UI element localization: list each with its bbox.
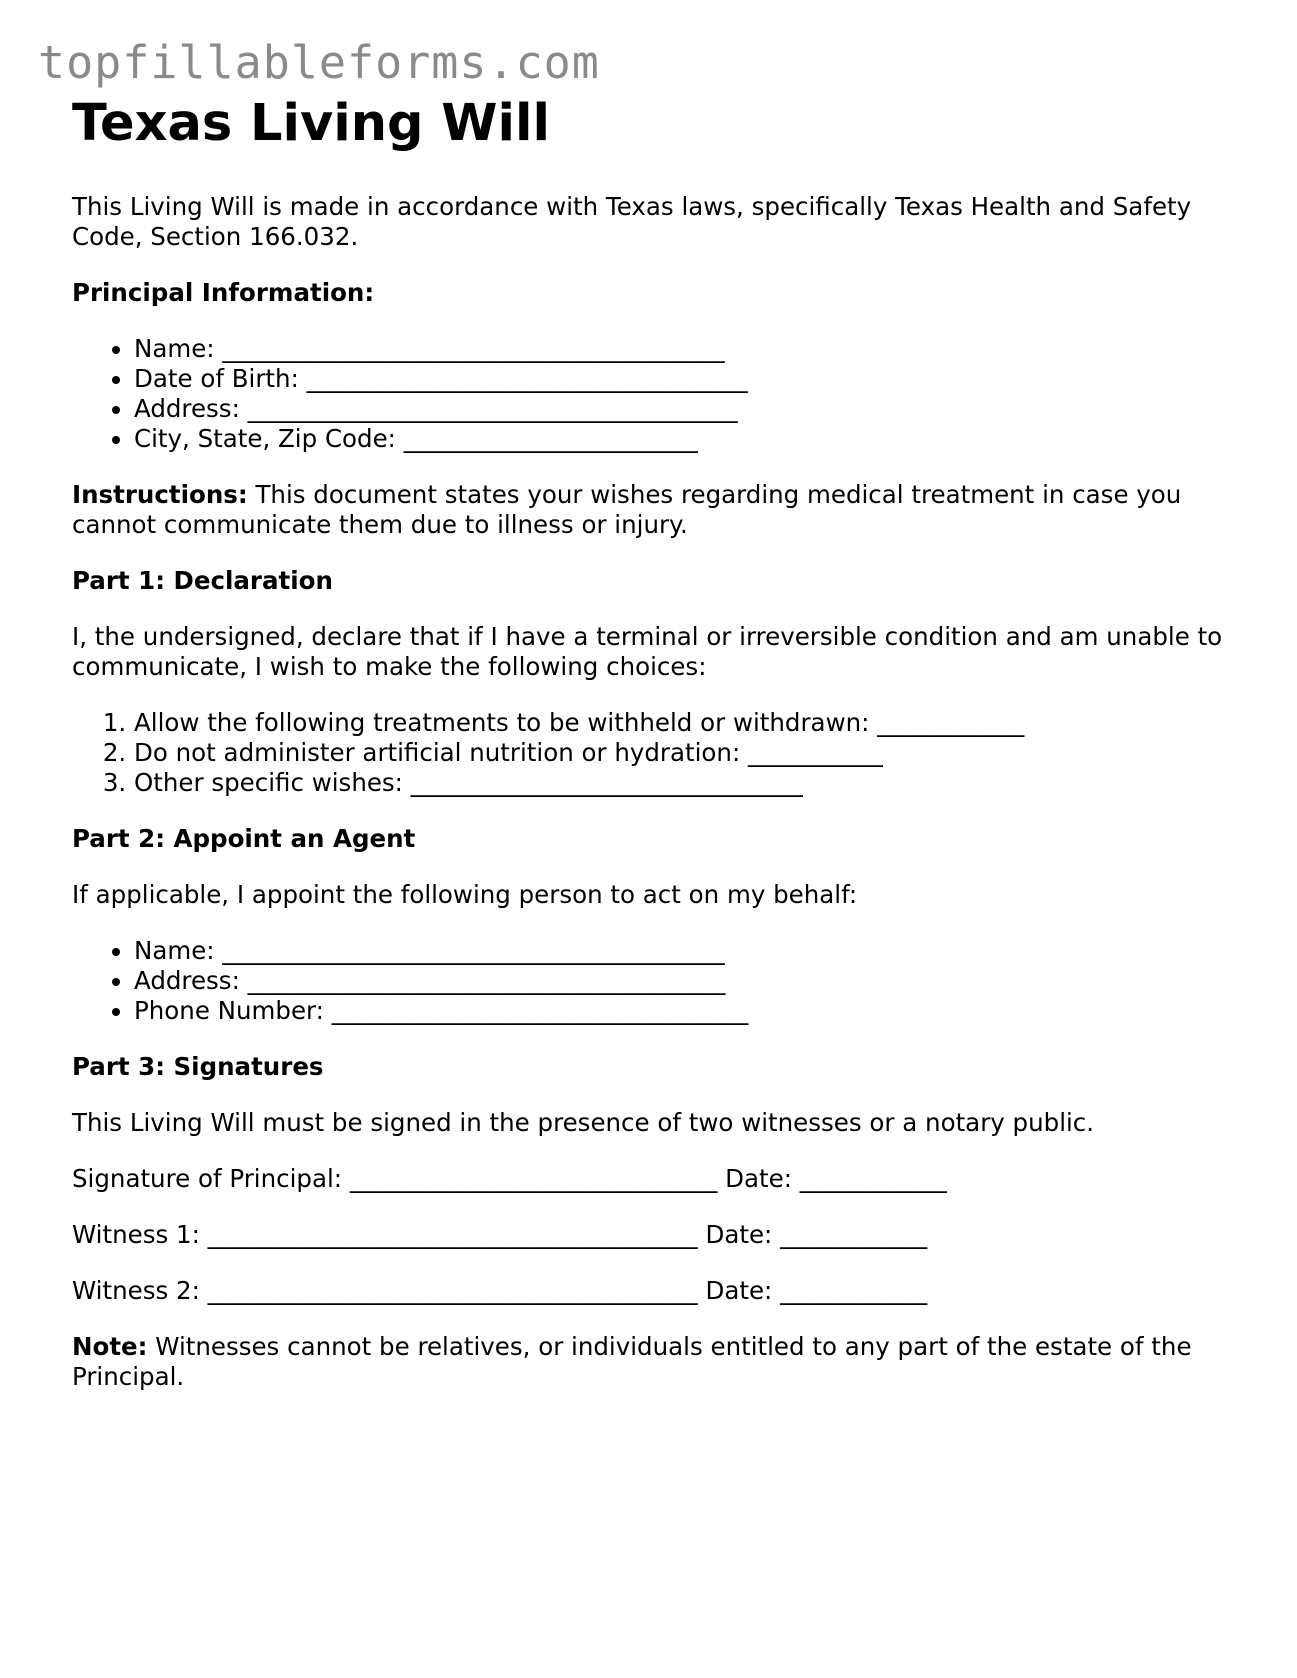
date-line[interactable]: ____________	[799, 1164, 947, 1193]
part3-text: This Living Will must be signed in the presence of two witnesses or a notary public.	[72, 1108, 1095, 1137]
choice-nutrition[interactable]: 2. Do not administer artificial nutrition or hydration: ___________	[134, 738, 1242, 768]
blank-line[interactable]: __________________________________	[331, 996, 749, 1025]
principal-signature-row[interactable]: Signature of Principal: ______________________________ Date: ____________	[72, 1164, 947, 1193]
choice-other-wishes[interactable]: 3. Other specific wishes: ________________________________	[134, 768, 1242, 798]
blank-line[interactable]: ________________________________	[410, 768, 803, 797]
document-title: Texas Living Will	[72, 94, 551, 153]
principal-city-field[interactable]: • City, State, Zip Code: ________________________	[134, 424, 1242, 454]
signature-line[interactable]: ________________________________________	[207, 1276, 698, 1305]
blank-line[interactable]: ___________	[748, 738, 883, 767]
agent-address-field[interactable]: • Address: _______________________________________	[134, 966, 1242, 996]
signature-line[interactable]: ______________________________	[349, 1164, 718, 1193]
note-label: Note:	[72, 1332, 148, 1361]
choice-withheld[interactable]: 1. Allow the following treatments to be withheld or withdrawn: ____________	[134, 708, 1242, 738]
witness1-signature-row[interactable]: Witness 1: ________________________________________ Date: ____________	[72, 1220, 928, 1249]
agent-fields	[72, 936, 1242, 1026]
blank-line[interactable]: _________________________________________	[222, 334, 725, 363]
part1-heading: Part 1: Declaration	[72, 566, 333, 595]
part1-choices	[72, 708, 1242, 798]
principal-fields	[72, 334, 1242, 454]
part3-heading: Part 3: Signatures	[72, 1052, 324, 1081]
witness2-signature-row[interactable]: Witness 2: ________________________________________ Date: ____________	[72, 1276, 928, 1305]
note-paragraph	[72, 1332, 1242, 1392]
note-text: Witnesses cannot be relatives, or individuals entitled to any part of the estate of the Principal.	[72, 1332, 1192, 1391]
principal-heading: Principal Information:	[72, 278, 375, 307]
blank-line[interactable]: _________________________________________	[222, 936, 725, 965]
part1-text: I, the undersigned, declare that if I have a terminal or irreversible condition and am unable to communicate, I wish to make the following choices:	[72, 622, 1223, 681]
blank-line[interactable]: _______________________________________	[247, 966, 726, 995]
intro-text: This Living Will is made in accordance with Texas laws, specifically Texas Health and Safety Code, Section 166.032.	[72, 192, 1192, 251]
document-body	[72, 92, 1242, 1392]
part2-text: If applicable, I appoint the following person to act on my behalf:	[72, 880, 858, 909]
blank-line[interactable]: ____________	[877, 708, 1025, 737]
principal-dob-field[interactable]: • Date of Birth: ____________________________________	[134, 364, 1242, 394]
agent-phone-field[interactable]: • Phone Number: __________________________________	[134, 996, 1242, 1026]
date-line[interactable]: ____________	[780, 1220, 928, 1249]
instructions-text: This document states your wishes regarding medical treatment in case you cannot communicate them due to illness or injury.	[72, 480, 1182, 539]
instructions-label: Instructions:	[72, 480, 248, 509]
blank-line[interactable]: ________________________________________	[247, 394, 738, 423]
part2-heading: Part 2: Appoint an Agent	[72, 824, 416, 853]
blank-line[interactable]: ________________________	[403, 424, 698, 453]
agent-name-field[interactable]: • Name: _________________________________________	[134, 936, 1242, 966]
principal-address-field[interactable]: • Address: ________________________________________	[134, 394, 1242, 424]
date-line[interactable]: ____________	[780, 1276, 928, 1305]
blank-line[interactable]: ____________________________________	[306, 364, 748, 393]
instructions-paragraph	[72, 480, 1242, 540]
watermark: topfillableforms.com	[38, 36, 600, 89]
signature-line[interactable]: ________________________________________	[207, 1220, 698, 1249]
principal-name-field[interactable]: • Name: _________________________________________	[134, 334, 1242, 364]
